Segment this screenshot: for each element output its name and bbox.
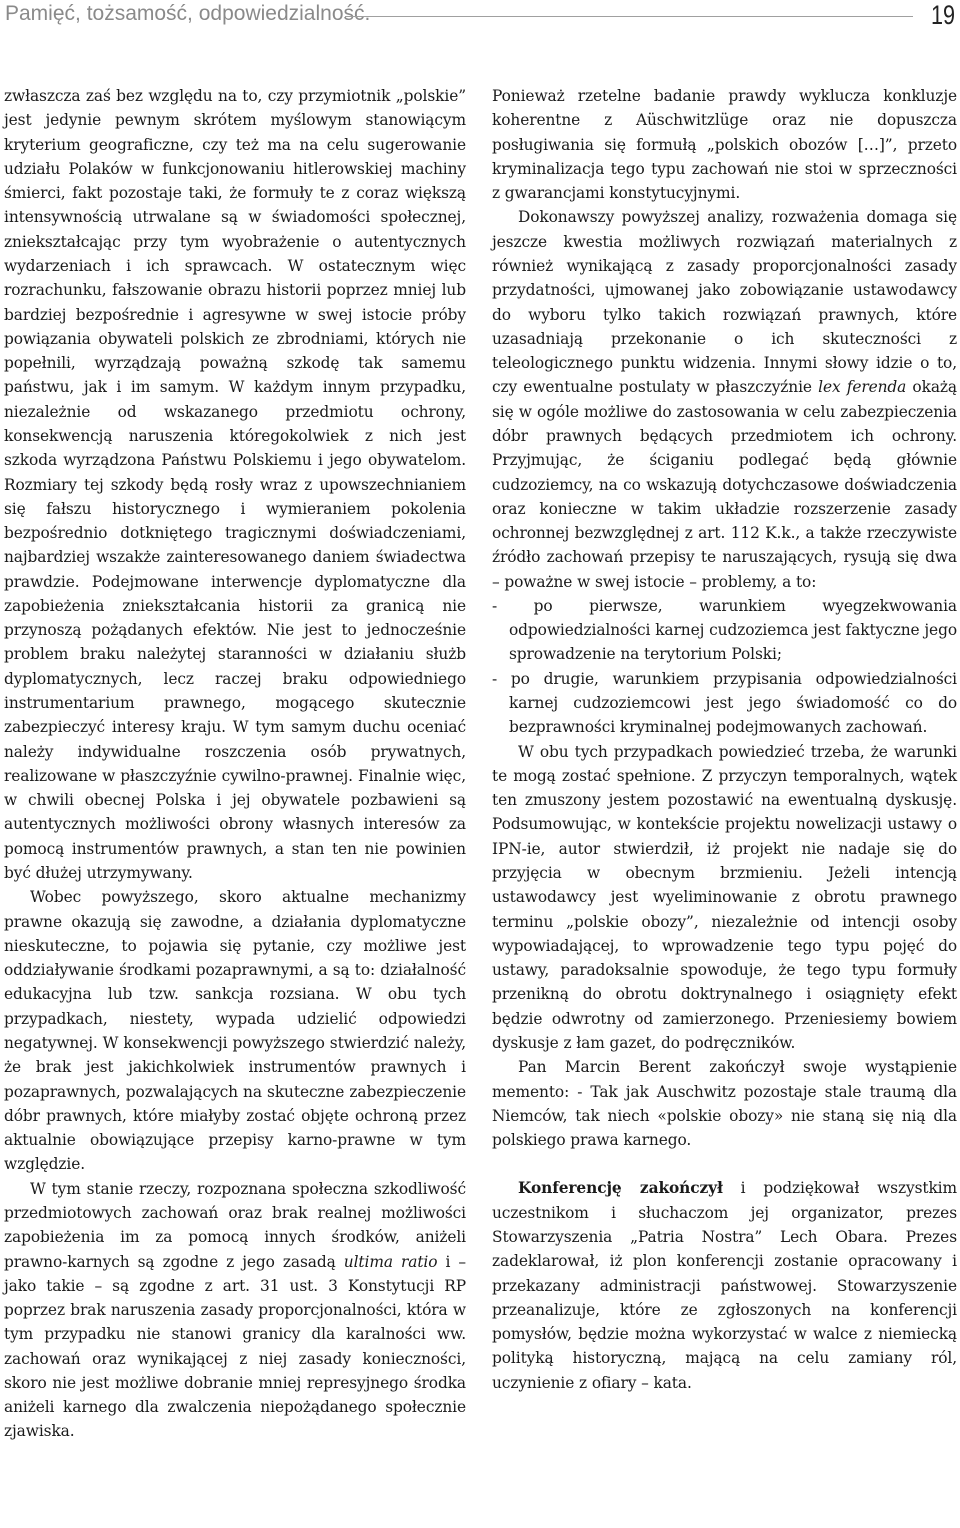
left-column xyxy=(4,84,466,1444)
paragraph-gap xyxy=(492,1152,957,1176)
right-paragraph-2-text-b: okażą się w ogóle możliwe do zastosowania w celu zabezpieczenia dóbr prawnych będących przedmiotem ich ochrony. Przyjmując, że ściganiu podlegać będą głównie cudzoziemcy, na co wskazują dotychczasowe doświadczenia oraz konieczne w takim układzie rozszerzenie zasady ochronnej bezwzględnej z art. 112 K.k., a także rzeczywiste źródło zachowań przepisy te naruszających, rysują się dwa – poważne w swej istocie – problemy, a to: xyxy=(492,378,957,591)
right-paragraph-5-text: i podziękował wszystkim uczestnikom i słuchaczom jej organizator, prezes Stowarzyszenia „Patria Nostra” Lech Obara. Prezes zadeklarował, iż plon konferencji zostanie opracowany i przekazany administracji państwowej. Stowarzyszenie przeanalizuje, które ze zgłoszonych na konferencji pomysłów, będzie można wykorzystać w walce z niemiecką polityką historyczną, mającą na celu zamiany ról, uczynienie z ofiary – kata. xyxy=(492,1179,958,1392)
running-title: Pamięć, tożsamość, odpowiedzialność. xyxy=(5,2,371,25)
running-header xyxy=(5,0,955,40)
lex-ferenda-term: lex ferenda xyxy=(818,378,907,397)
left-paragraph-1: zwłaszcza zaś bez względu na to, czy przymiotnik „polskie” jest jedynie pewnym skrótem myślowym stanowiącym kryterium geograficzne, czy też ma na celu sugerowanie udziału Polaków w funkcjonowaniu hitlerowskiej machiny śmierci, fakt pozostaje taki, że formuły te z coraz większą intensywnością utrwalane są w świadomości społecznej, zniekształcając przy tym wyobrażenie o autentycznych wydarzeniach i ich sprawcach. W ostatecznym więc rozrachunku, fałszowanie obrazu historii poprzez mniej lub bardziej bezpośrednie i agresywne w swej istocie próby powiązania obywateli polskich ze zbrodniami, których nie popełnili, wyrządzają poważną szkodę tak samemu państwu, jak i im samym. W każdym innym przypadku, niezależnie od wskazanego przedmiotu ochrony, konsekwencją naruszenia któregokolwiek z nich jest szkoda wyrządzona Państwu Polskiemu i jego obywatelom. Rozmiary tej szkody będą rosły wraz z upowszechnianiem się fałszu historycznego i wymieraniem pokolenia bezpośrednio dotkniętego tragicznymi doświadczeniami, najbardziej wszakże zainteresowanego daniem świadectwa prawdzie. Podejmowane interwencje dyplomatyczne dla zapobieżenia zniekształcania historii za granicą nie przynoszą pożądanych efektów. Nie jest to jednocześnie problem braku należytej staranności w działaniu służb dyplomatycznych, lecz raczej braku odpowiedniego instrumentarium prawnego, mogącego skutecznie zabezpieczyć interesy kraju. W tym samym duchu oceniać należy indywidualne roszczenia osób prywatnych, realizowane w płaszczyźnie cywilno-prawnej. Finalnie więc, w chwili obecnej Polska i jej obywatele pozbawieni są autentycznych możliwości obrony własnych interesów za pomocą instrumentów prawnych, a stan ten nie powinien być dłużej utrzymywany. xyxy=(4,87,466,882)
right-paragraph-5 xyxy=(492,1176,957,1395)
header-rule xyxy=(345,16,913,17)
list-item: - po pierwsze, warunkiem wyegzekwowania odpowiedzialności karnej cudzoziemca jest faktyczne jego sprowadzenie na terytorium Polski; xyxy=(492,596,957,664)
right-paragraph-2-text-a: Dokonawszy powyższej analizy, rozważenia domaga się jeszcze kwestia możliwych rozwiązań materialnych z również wynikającą z zasady proporcjonalności zasady przydatności, ujmowanej jako zobowiązanie ustawodawcy do wyboru tylko takich rozwiązań prawnych, które uzasadniają przekonanie o ich skuteczności z teleologicznego punktu widzenia. Innymi słowy idzie o to, czy ewentualne postulaty w płaszczyźnie xyxy=(492,208,957,397)
conference-closing-lead: Konferencję zakończył xyxy=(518,1179,723,1198)
left-paragraph-3-text-b: i – jako takie – są zgodne z art. 31 ust. 3 Konstytucji RP poprzez brak naruszenia zasady proporcjonalności, która w tym przypadku nie stanowi granicy dla karalności ww. zachowań oraz wynikającej z niej zasady konieczności, skoro nie jest możliwe dobranie mniej represyjnego środka aniżeli karnego dla zwalczenia niepożądanego społecznie zjawiska. xyxy=(4,1252,466,1441)
list-item: - po drugie, warunkiem przypisania odpowiedzialności karnej cudzoziemcowi jest jego świadomość co do bezprawności kryminalnej podejmowanych zachowań. xyxy=(492,669,957,737)
right-paragraph-1: Ponieważ rzetelne badanie prawdy wyklucza konkluzje koherentne z Aüschwitzlüge oraz nie dopuszcza posługiwania się formułą „polskich obozów […]”, przeto kryminalizacja tego typu zachowań nie stoi w sprzeczności z gwarancjami konstytucyjnymi. xyxy=(492,87,957,203)
problem-list xyxy=(492,594,957,740)
right-paragraph-3: W obu tych przypadkach powiedzieć trzeba, że warunki te mogą zostać spełnione. Z przyczyn temporalnych, wątek ten zmuszony jestem pozostawić na ewentualną dyskusję. Podsumowując, w kontekście projektu nowelizacji ustawy o IPN-ie, autor stwierdził, iż projekt nie nadaje się do przyjęcia w obecnym brzmieniu. Jeżeli intencją ustawodawcy jest wyeliminowanie z obrotu prawnego terminu „polskie obozy”, niezależnie od intencji osoby wypowiadającej, to wprowadzenie tego typu pojęć do ustawy, paradoksalnie spowoduje, że tego typu formuły przenikną do obrotu doktrynalnego i osiągnięty efekt będzie odwrotny od zamierzonego. Przeniesiemy bowiem dyskusje z łam gazet, do podręczników. xyxy=(492,742,957,1052)
ultima-ratio-term: ultima ratio xyxy=(343,1252,438,1271)
left-paragraph-3 xyxy=(4,1177,466,1444)
left-paragraph-2: Wobec powyższego, skoro aktualne mechanizmy prawne okazują się zawodne, a działania dyplomatyczne nieskuteczne, to pojawia się pytanie, czy możliwe jest oddziaływanie środkami pozaprawnymi, a są to: działalność edukacyjna lub tzw. sankcja rozsiana. W obu tych przypadkach, niestety, wypada udzielić odpowiedzi negatywnej. W konsekwencji powyższego stwierdzić należy, że brak jest jakichkolwiek instrumentów prawnych i pozaprawnych, pozwalających na skuteczne zabezpieczenie dóbr prawnych, które miałyby zostać objęte ochroną przez aktualnie obowiązujące przepisy karno-prawne w tym względzie. xyxy=(4,888,466,1174)
right-column xyxy=(492,84,957,1395)
page-number: 19 xyxy=(930,0,955,30)
right-paragraph-2 xyxy=(492,205,957,594)
right-paragraph-4: Pan Marcin Berent zakończył swoje wystąpienie memento: - Tak jak Auschwitz pozostaje stale traumą dla Niemców, tak niech «polskie obozy» nie staną się nią dla polskiego prawa karnego. xyxy=(492,1058,957,1150)
left-paragraph-3-text-a: W tym stanie rzeczy, rozpoznana społeczna szkodliwość przedmiotowych zachowań oraz brak realnej możliwości zapobieżenia im za pomocą innych środków, aniżeli prawno-karnych są zgodne z jego zasadą xyxy=(4,1179,466,1271)
